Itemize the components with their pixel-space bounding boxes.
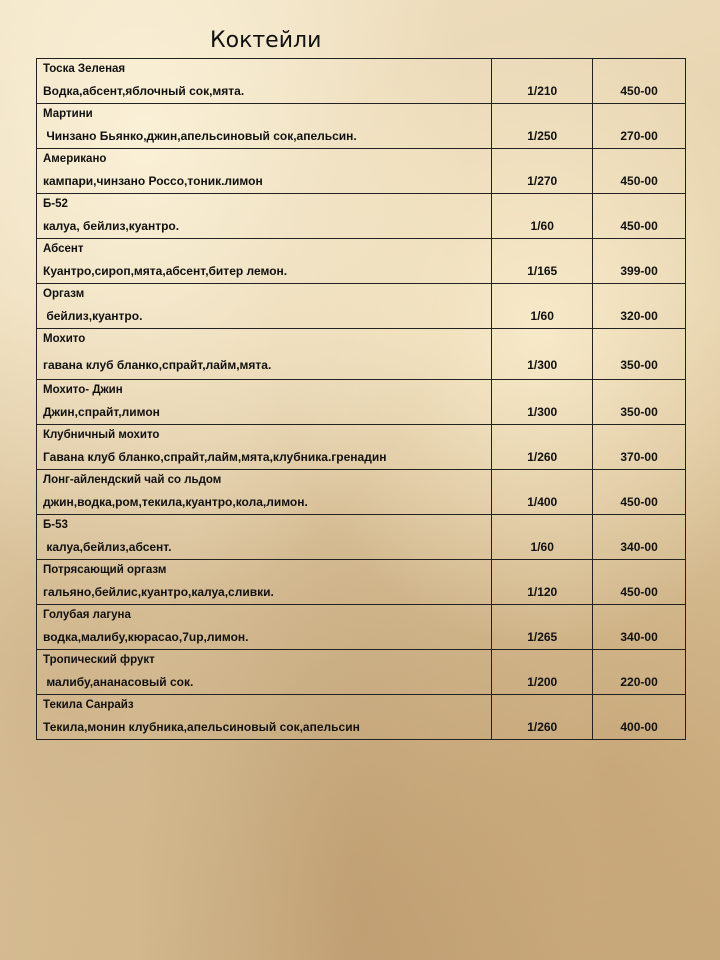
menu-row [37,380,686,425]
cocktail-price: 340-00 [620,630,658,644]
cocktail-ingredients: бейлиз,куантро. [43,309,143,323]
cocktail-price: 340-00 [620,540,658,554]
cocktail-name: Тропический фрукт [43,654,155,666]
menu-row [37,194,686,239]
cocktail-ingredients: Джин,спрайт,лимон [43,405,160,419]
cocktail-ingredients: калуа,бейлиз,абсент. [43,540,172,554]
cocktail-volume: 1/265 [527,630,558,644]
cocktail-name: Голубая лагуна [43,609,131,621]
cocktail-name: Мохито [43,333,86,345]
cocktail-volume: 1/400 [527,495,558,509]
cocktail-price: 400-00 [620,720,658,734]
menu-row [37,149,686,194]
cocktail-ingredients: водка,малибу,кюрасао,7up,лимон. [43,630,249,644]
menu-row [37,470,686,515]
cocktail-volume: 1/60 [530,309,554,323]
cocktail-ingredients: Водка,абсент,яблочный сок,мята. [43,84,245,98]
cocktail-name: Мохито- Джин [43,384,123,396]
cocktail-ingredients: джин,водка,ром,текила,куантро,кола,лимон. [43,495,308,509]
cocktail-name: Клубничный мохито [43,429,160,441]
cocktail-price: 350-00 [620,405,658,419]
cocktail-ingredients: Текила,монин клубника,апельсиновый сок,апельсин [43,720,360,734]
cocktail-price: 450-00 [620,585,658,599]
cocktail-volume: 1/260 [527,450,558,464]
cocktail-volume: 1/120 [527,585,558,599]
menu-row [37,650,686,695]
cocktail-ingredients: кампари,чинзано Россо,тоник.лимон [43,174,263,188]
cocktail-volume: 1/60 [530,540,554,554]
cocktail-name: Б-52 [43,198,68,210]
cocktail-volume: 1/165 [527,264,558,278]
menu-row [37,560,686,605]
cocktail-name: Оргазм [43,288,85,300]
menu-row [37,425,686,470]
cocktail-volume: 1/250 [527,129,558,143]
cocktail-volume: 1/200 [527,675,558,689]
menu-row [37,329,686,380]
cocktail-price: 270-00 [620,129,658,143]
cocktail-name: Тоска Зеленая [43,63,126,75]
cocktail-price: 450-00 [620,495,658,509]
cocktail-ingredients: гавана клуб бланко,спрайт,лайм,мята. [43,358,272,372]
cocktail-price: 450-00 [620,174,658,188]
page-title: Коктейли [210,28,322,53]
menu-row [37,239,686,284]
menu-row [37,104,686,149]
cocktail-name: Американо [43,153,107,165]
cocktail-name: Б-53 [43,519,68,531]
menu-row [37,515,686,560]
cocktail-price: 320-00 [620,309,658,323]
cocktail-price: 399-00 [620,264,658,278]
menu-row [37,695,686,740]
cocktail-volume: 1/300 [527,405,558,419]
menu-row [37,59,686,104]
cocktail-name: Потрясающий оргазм [43,564,167,576]
cocktail-ingredients: малибу,ананасовый сок. [43,675,194,689]
cocktail-price: 450-00 [620,219,658,233]
cocktail-price: 450-00 [620,84,658,98]
cocktail-volume: 1/270 [527,174,558,188]
cocktail-price: 220-00 [620,675,658,689]
cocktail-ingredients: калуа, бейлиз,куантро. [43,219,180,233]
cocktail-volume: 1/300 [527,358,558,372]
cocktail-ingredients: гальяно,бейлис,куантро,калуа,сливки. [43,585,274,599]
cocktail-volume: 1/260 [527,720,558,734]
cocktail-name: Лонг-айлендский чай со льдом [43,474,222,486]
cocktail-ingredients: Куантро,сироп,мята,абсент,битер лемон. [43,264,288,278]
cocktail-menu-table [36,58,686,740]
cocktail-ingredients: Чинзано Бьянко,джин,апельсиновый сок,апельсин. [43,129,357,143]
cocktail-name: Абсент [43,243,84,255]
cocktail-volume: 1/60 [530,219,554,233]
cocktail-volume: 1/210 [527,84,558,98]
cocktail-ingredients: Гавана клуб бланко,спрайт,лайм,мята,клубника.гренадин [43,450,387,464]
menu-row [37,605,686,650]
cocktail-price: 350-00 [620,358,658,372]
cocktail-price: 370-00 [620,450,658,464]
cocktail-name: Мартини [43,108,93,120]
cocktail-name: Текила Санрайз [43,699,134,711]
menu-row [37,284,686,329]
